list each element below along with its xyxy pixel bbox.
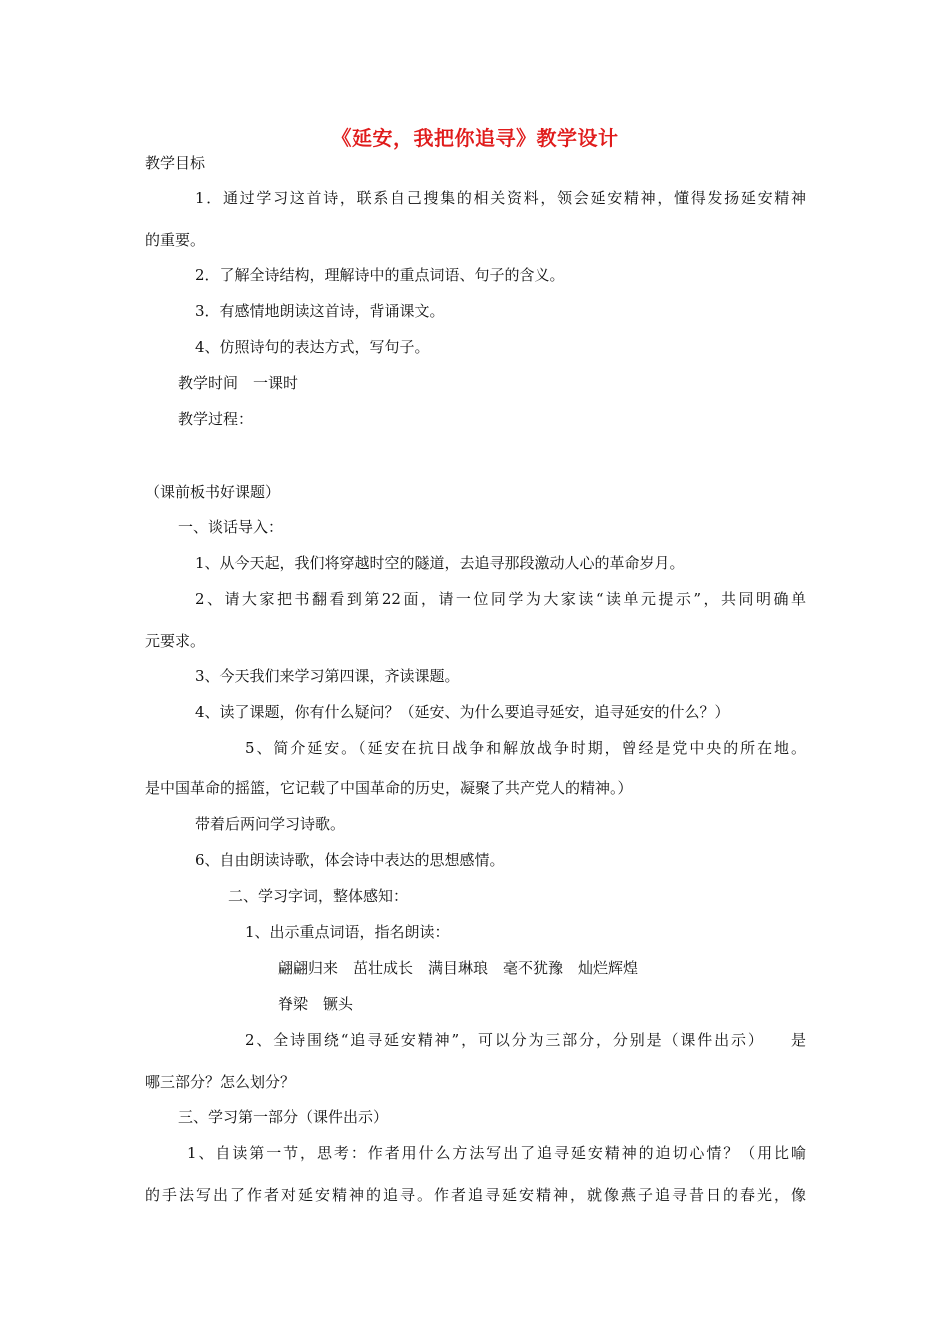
teaching-time: 教学时间 一课时 [178,374,299,392]
vocabulary-list: 脊梁 镢头 [278,995,354,1013]
section-heading-goals: 教学目标 [145,154,206,172]
paragraph-line: 1、从今天起，我们将穿越时空的隧道，去追寻那段激动人心的革命岁月。 [195,554,685,572]
section-heading-process: 教学过程： [178,410,254,428]
paragraph-line: 4、读了课题，你有什么疑问？（延安、为什么要追寻延安，追寻延安的什么？） [195,703,730,721]
paragraph-line: 1、出示重点词语，指名朗读： [245,923,450,941]
paragraph-line: 哪三部分？怎么划分？ [145,1073,296,1091]
paragraph-line: 2、请大家把书翻看到第22面，请一位同学为大家读“读单元提示”，共同明确单 [195,590,806,608]
paragraph-line: 元要求。 [145,632,206,650]
paragraph-line: 2、全诗围绕“追寻延安精神”，可以分为三部分，分别是（课件出示） 是 [245,1031,806,1049]
paragraph-line: （课前板书好课题） [145,483,281,501]
paragraph-line: 3、今天我们来学习第四课，齐读课题。 [195,667,460,685]
section-heading-vocab: 二、学习字词，整体感知： [228,887,409,905]
document-title: 《延安，我把你追寻》教学设计 [331,126,619,150]
paragraph-line: 5、简介延安。（延安在抗日战争和解放战争时期，曾经是党中央的所在地。 [245,739,806,757]
section-heading-intro: 一、谈话导入： [178,518,284,536]
paragraph-line: 的重要。 [145,231,206,249]
paragraph-line: 3．有感情地朗读这首诗，背诵课文。 [195,302,445,320]
paragraph-line: 1．通过学习这首诗，联系自己搜集的相关资料，领会延安精神，懂得发扬延安精神 [195,189,806,207]
paragraph-line: 6、自由朗读诗歌，体会诗中表达的思想感情。 [195,851,505,869]
paragraph-line: 是中国革命的摇篮，它记载了中国革命的历史，凝聚了共产党人的精神。） [145,779,633,797]
section-heading-part-one: 三、学习第一部分（课件出示） [178,1108,389,1126]
paragraph-line: 1、自读第一节，思考：作者用什么方法写出了追寻延安精神的迫切心情？（用比喻 [187,1144,806,1162]
vocabulary-list: 翩翩归来 茁壮成长 满目琳琅 毫不犹豫 灿烂辉煌 [278,959,639,977]
paragraph-line: 2．了解全诗结构，理解诗中的重点词语、句子的含义。 [195,266,565,284]
paragraph-line: 的手法写出了作者对延安精神的追寻。作者追寻延安精神，就像燕子追寻昔日的春光，像 [145,1186,806,1204]
paragraph-line: 带着后两问学习诗歌。 [195,815,346,833]
paragraph-line: 4、仿照诗句的表达方式，写句子。 [195,338,430,356]
